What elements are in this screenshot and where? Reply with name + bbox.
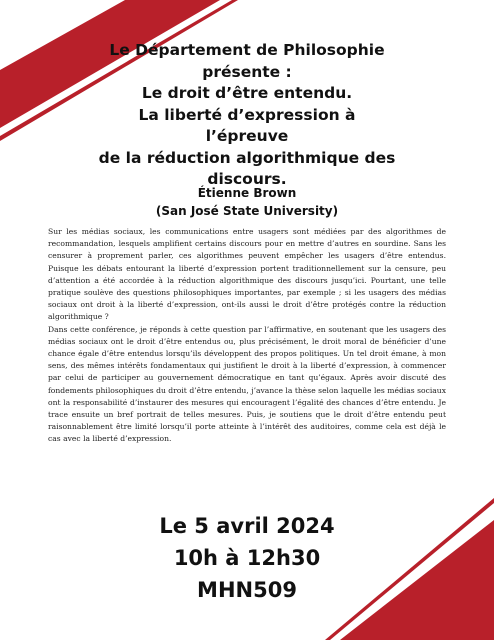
abstract-paragraph-1: Sur les médias sociaux, les communications entre usagers sont médiées par des algorithmes de recommandation, lesquels amplifient certains discours pour en mettre d’autres en sourdine. Sans les censurer à proprement parler, ces algorithmes peuvent empêcher les usagers d’être entendus. Puisque les débats entourant la liberté d’expression portent traditionnellement sur la censure, peu d’attention a été accordée à la réduction algorithmique des discours jusqu’ici. Pourtant, une telle pratique soulève des questions philosophiques importantes, par exemple ; si les usagers des médias sociaux ont droit à la liberté d’expression, ont-ils aussi le droit d’être protégés contre la réduction algorithmique ? — [48, 227, 446, 322]
speaker-block — [95, 184, 399, 220]
abstract — [48, 226, 446, 446]
heading-presents: présente : — [202, 62, 292, 81]
event-room: MHN509 — [197, 578, 297, 602]
event-date: Le 5 avril 2024 — [159, 514, 335, 538]
event-details — [97, 510, 397, 606]
heading-title-line-1: Le droit d’être entendu. — [141, 84, 353, 102]
heading-title-line-2: La liberté d’expression à l’épreuve — [138, 105, 356, 145]
heading-department: Le Département de Philosophie — [109, 41, 385, 59]
heading-title-line-4: discours. — [207, 170, 287, 188]
event-time: 10h à 12h30 — [173, 546, 321, 570]
speaker-name: Étienne Brown — [197, 186, 297, 200]
heading-title-line-3: de la réduction algorithmique des — [98, 148, 396, 167]
poster-heading — [95, 40, 399, 191]
speaker-affiliation: (San José State University) — [155, 204, 339, 218]
abstract-paragraph-2: Dans cette conférence, je réponds à cette question par l’affirmative, en soutenant que les usagers des médias sociaux ont le droit d’être entendus ou, plus précisément, le droit moral de bénéficier d’une chance égale d’être entendus lorsqu’ils développent des propos politiques. Un tel droit émane, à mon sens, des mêmes intérêts fondamentaux qui justifient le droit à la liberté d’expression, à commencer par celui de participer au gouvernement démocratique en tant qu’égaux. Après avoir discuté des fondements philosophiques du droit d’être entendu, j’avance la thèse selon laquelle les médias sociaux ont la responsabilité d’instaurer des mesures qui encouragent l’égalité des chances d’être entendu. Je trace ensuite un bref portrait de telles mesures. Puis, je soutiens que le droit d’être entendu peut raisonnablement être limité lorsqu’il porte atteinte à l’intérêt des auditoires, comme cela est déjà le cas avec la liberté d’expression. — [48, 324, 446, 444]
